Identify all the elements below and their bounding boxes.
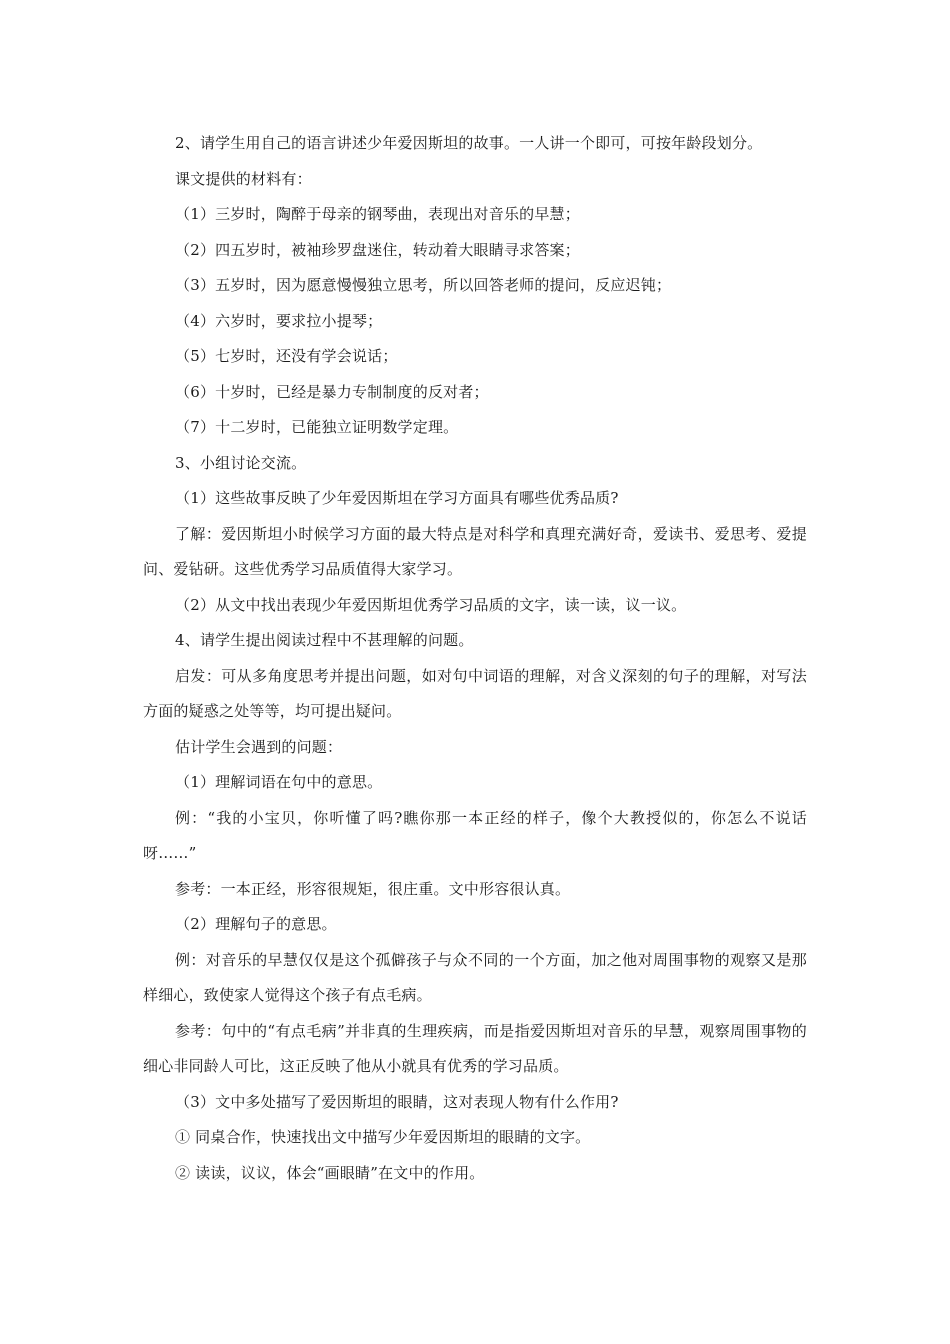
document-body xyxy=(143,126,807,1191)
paragraph-word-meaning: （1）理解词语在句中的意思。 xyxy=(175,773,383,791)
paragraph-material-6: （6）十岁时，已经是暴力专制制度的反对者； xyxy=(175,382,489,401)
paragraph-material-4: （4）六岁时，要求拉小提琴； xyxy=(175,311,383,330)
paragraph-material-5: （5）七岁时，还没有学会说话； xyxy=(175,347,398,365)
paragraph-reference-1: 参考：一本正经，形容很规矩，很庄重。文中形容很认真。 xyxy=(175,879,571,898)
paragraph-material-1: （1）三岁时，陶醉于母亲的钢琴曲，表现出对音乐的早慧； xyxy=(175,205,580,223)
paragraph-understanding: 了解：爱因斯坦小时候学习方面的最大特点是对科学和真理充满好奇，爱读书、爱思考、爱提问、爱钻研。这些优秀学习品质值得大家学习。 xyxy=(143,524,807,578)
paragraph-step-3: 3、小组讨论交流。 xyxy=(175,453,307,472)
paragraph-inspiration: 启发：可从多角度思考并提出问题，如对句中词语的理解，对含义深刻的句子的理解，对写法方面的疑惑之处等等，均可提出疑问。 xyxy=(143,666,807,720)
paragraph-example-2: 例：对音乐的早慧仅仅是这个孤僻孩子与众不同的一个方面，加之他对周围事物的观察又是那样细心，致使家人觉得这个孩子有点毛病。 xyxy=(143,950,807,1004)
paragraph-sentence-meaning: （2）理解句子的意思。 xyxy=(175,915,337,933)
paragraph-expected-questions: 估计学生会遇到的问题： xyxy=(175,737,343,756)
paragraph-example-1: 例：“我的小宝贝，你听懂了吗?瞧你那一本正经的样子，像个大教授似的，你怎么不说话呀……” xyxy=(143,808,807,862)
paragraph-material-7: （7）十二岁时，已能独立证明数学定理。 xyxy=(175,418,459,436)
paragraph-task-2: ② 读读，议议，体会“画眼睛”在文中的作用。 xyxy=(175,1163,485,1182)
paragraph-step-4: 4、请学生提出阅读过程中不甚理解的问题。 xyxy=(175,631,474,649)
paragraph-reference-2: 参考：句中的“有点毛病”并非真的生理疾病，而是指爱因斯坦对音乐的早慧，观察周围事物的细心非同龄人可比，这正反映了他从小就具有优秀的学习品质。 xyxy=(143,1021,807,1075)
paragraph-task-1: ① 同桌合作，快速找出文中描写少年爱因斯坦的眼睛的文字。 xyxy=(175,1128,591,1146)
paragraph-material-2: （2）四五岁时，被袖珍罗盘迷住，转动着大眼睛寻求答案； xyxy=(175,240,580,259)
paragraph-question-2: （2）从文中找出表现少年爱因斯坦优秀学习品质的文字，读一读，议一议。 xyxy=(175,595,687,614)
paragraph-materials-heading: 课文提供的材料有： xyxy=(175,169,312,188)
paragraph-eyes-question: （3）文中多处描写了爱因斯坦的眼睛，这对表现人物有什么作用? xyxy=(175,1092,619,1111)
paragraph-material-3: （3）五岁时，因为愿意慢慢独立思考，所以回答老师的提问，反应迟钝； xyxy=(175,276,672,294)
paragraph-step-2: 2、请学生用自己的语言讲述少年爱因斯坦的故事。一人讲一个即可，可按年龄段划分。 xyxy=(175,134,763,152)
paragraph-question-1: （1）这些故事反映了少年爱因斯坦在学习方面具有哪些优秀品质? xyxy=(175,489,619,507)
